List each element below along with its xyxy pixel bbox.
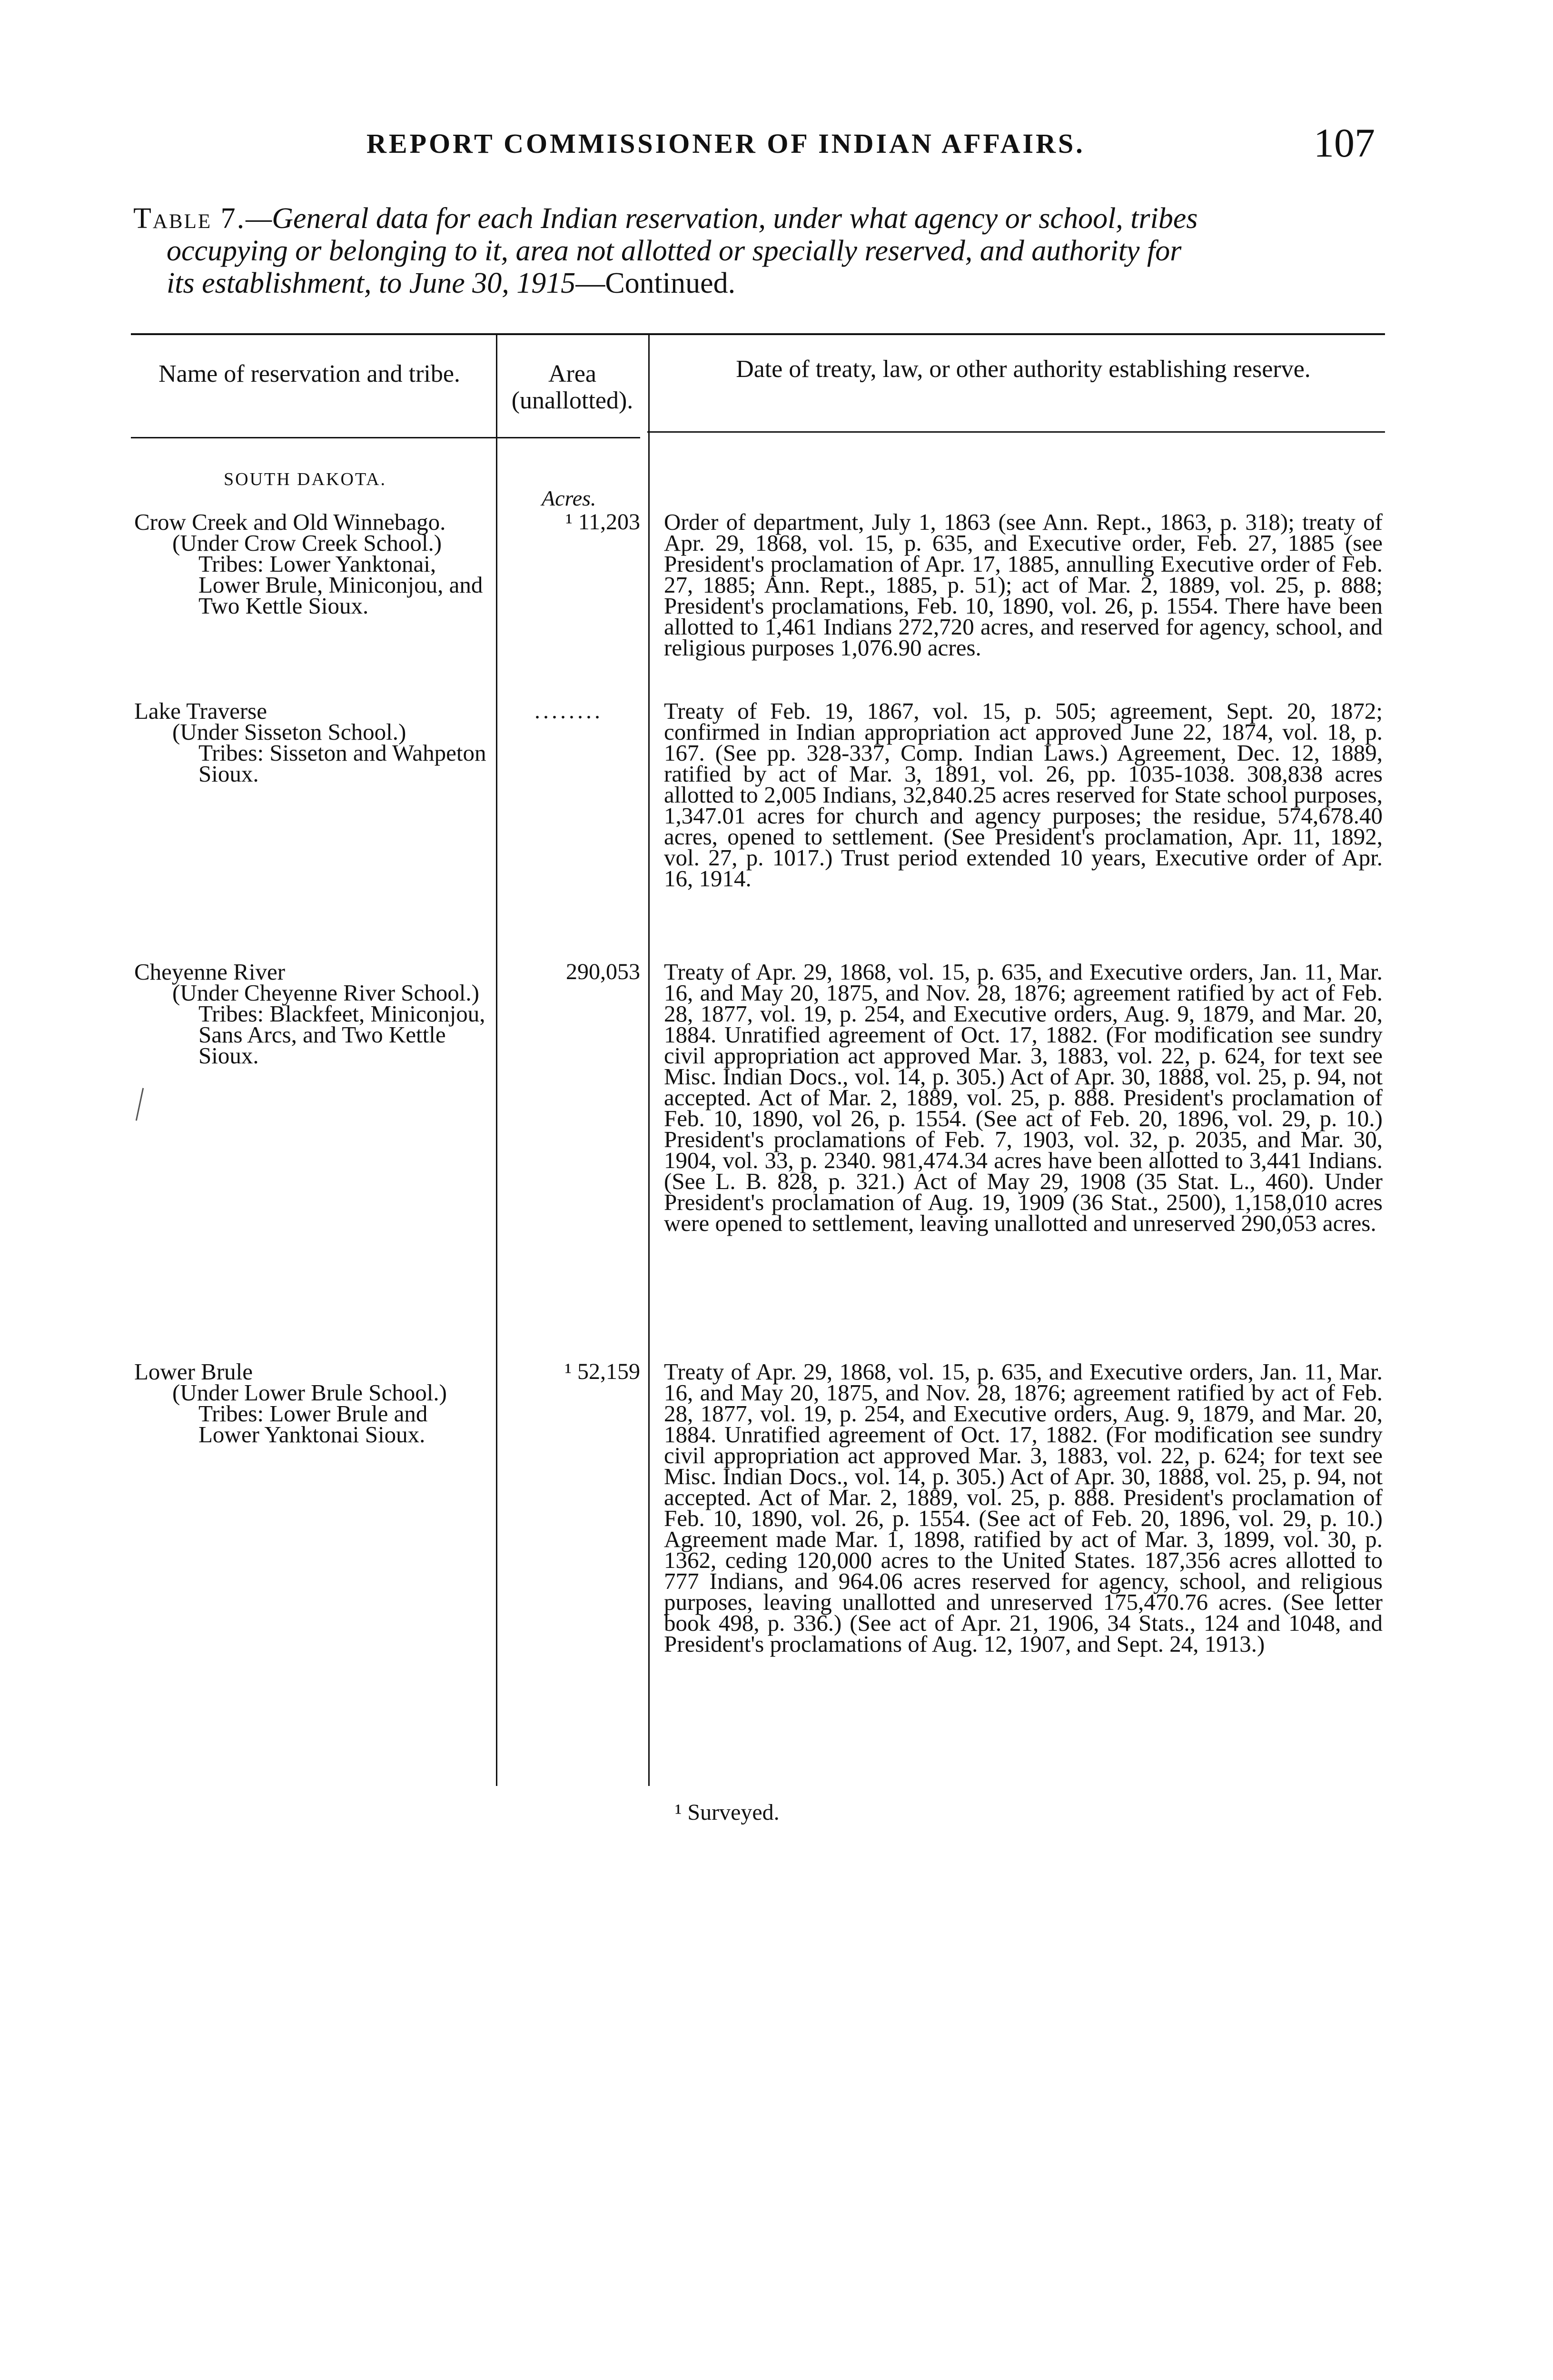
page-number: 107 bbox=[1314, 120, 1375, 166]
caption-line-3: its establishment, to June 30, 1915 bbox=[167, 267, 576, 299]
reservation-cell bbox=[134, 698, 492, 787]
table-top-rule bbox=[131, 333, 1385, 335]
reservation-cell bbox=[134, 509, 492, 619]
area-value: ¹ 11,203 bbox=[565, 509, 640, 535]
caption-continued: —Continued. bbox=[575, 267, 736, 299]
reservation-name: Cheyenne River bbox=[134, 959, 286, 985]
column-divider-1 bbox=[496, 334, 497, 1786]
school-name: (Under Lower Brule School.) bbox=[172, 1379, 447, 1406]
tribes: Tribes: Lower Yanktonai, Lower Brule, Miniconjou, and Two Kettle Sioux. bbox=[198, 551, 483, 619]
running-head: REPORT COMMISSIONER OF INDIAN AFFAIRS. bbox=[366, 128, 1085, 159]
reservation-name: Crow Creek and Old Winnebago. bbox=[134, 509, 446, 535]
header-bottom-rule-right bbox=[647, 431, 1385, 433]
reservation-name: Lower Brule bbox=[134, 1359, 253, 1385]
column-header-authority: Date of treaty, law, or other authority establishing reserve. bbox=[736, 356, 1311, 383]
school-name: (Under Sisseton School.) bbox=[172, 719, 406, 745]
tribes: Tribes: Lower Brule and Lower Yanktonai Sioux. bbox=[198, 1400, 428, 1448]
area-value: ¹ 52,159 bbox=[564, 1359, 640, 1384]
state-heading: SOUTH DAKOTA. bbox=[224, 469, 387, 489]
authority-text: Treaty of Feb. 19, 1867, vol. 15, p. 505; agreement, Sept. 20, 1872; confirmed in Indian appropriation act approved June 22, 1874, vol. 18, p. 167. (See pp. 328-337, Comp. Indian Laws.) Agreement, Dec. 12, 1889, ratified by act of Mar. 3, 1891, vol. 26, pp. 1035-1038. 308,838 acres allotted to 2,005 Indians, 32,840.25 acres reserved for State school purposes, 1,347.01 acres for church and agency purposes; the residue, 574,678.40 acres, opened to settlement. (See President's proclamation, Apr. 11, 1892, vol. 27, p. 1017.) Trust period extended 10 years, Executive order of Apr. 16, 1914. bbox=[664, 698, 1383, 892]
column-divider-2 bbox=[648, 334, 650, 1786]
area-value: 290,053 bbox=[566, 959, 640, 984]
page-header bbox=[0, 119, 1553, 166]
reservation-cell bbox=[134, 1359, 492, 1448]
tribes: Tribes: Sisseton and Wahpeton Sioux. bbox=[198, 740, 486, 787]
column-header-area: Area (unallotted). bbox=[511, 360, 633, 414]
header-bottom-rule-left bbox=[131, 437, 640, 438]
caption-line-1: —General data for each Indian reservation, under what agency or school, tribes bbox=[246, 202, 1198, 235]
authority-text: Order of department, July 1, 1863 (see Ann. Rept., 1863, p. 318); treaty of Apr. 29, 1868, vol. 15, p. 635, and Executive order, Feb. 27, 1885 (see President's proclamation of Apr. 17, 1885, annulling Executive order of Feb. 27, 1885; Ann. Rept., 1885, p. 51); act of Mar. 2, 1889, vol. 25, p. 888; President's proclamations, Feb. 10, 1890, vol. 26, p. 1554. There have been allotted to 1,461 Indians 272,720 acres, and reserved for agency, school, and religious purposes 1,076.90 acres. bbox=[664, 509, 1383, 661]
reservation-cell bbox=[134, 959, 492, 1069]
authority-text: Treaty of Apr. 29, 1868, vol. 15, p. 635, and Executive orders, Jan. 11, Mar. 16, and May 20, 1875, and Nov. 28, 1876; agreement ratified by act of Feb. 28, 1877, vol. 19, p. 254, and Executive orders, Aug. 9, 1879, and Mar. 20, 1884. Unratified agreement of Oct. 17, 1882. (For modification see sundry civil appropriation act approved Mar. 3, 1883, vol. 22, p. 624; for text see Misc. Indian Docs., vol. 14, p. 305.) Act of Apr. 30, 1888, vol. 25, p. 94, not accepted. Act of Mar. 2, 1889, vol. 25, p. 888. President's proclamation of Feb. 10, 1890, vol. 26, p. 1554. (See act of Feb. 20, 1896, vol. 29, p. 10.) Agreement made Mar. 1, 1898, ratified by act of Mar. 3, 1899, vol. 30, p. 1362, ceding 120,000 acres to the United States. 187,356 acres allotted to 777 Indians, and 964.06 acres reserved for agency, school, and religious purposes, leaving unallotted and unreserved 175,470.76 acres. (See letter book 498, p. 336.) (See act of Apr. 21, 1906, 34 Stats., 124 and 1048, and President's proclamations of Aug. 12, 1907, and Sept. 24, 1913.) bbox=[664, 1359, 1383, 1657]
caption-line-2: occupying or belonging to it, area not allotted or specially reserved, and authority for bbox=[167, 235, 1182, 267]
caption-label: Table 7. bbox=[133, 202, 246, 235]
school-name: (Under Cheyenne River School.) bbox=[172, 980, 479, 1006]
tribes: Tribes: Blackfeet, Miniconjou, Sans Arcs, and Two Kettle Sioux. bbox=[198, 1001, 485, 1069]
margin-pencil-mark bbox=[136, 1088, 144, 1121]
school-name: (Under Crow Creek School.) bbox=[172, 530, 442, 556]
area-value: ........ bbox=[534, 698, 603, 724]
table-caption bbox=[133, 202, 1390, 299]
authority-text: Treaty of Apr. 29, 1868, vol. 15, p. 635, and Executive orders, Jan. 11, Mar. 16, and May 20, 1875, and Nov. 28, 1876; agreement ratified by act of Feb. 28, 1877, vol. 19, p. 254, and Executive orders, Aug. 9, 1879, and Mar. 20, 1884. Unratified agreement of Oct. 17, 1882. (For modification see sundry civil appropriation act approved Mar. 3, 1883, vol. 22, p. 624, for text see Misc. Indian Docs., vol. 14, p. 305.) Act of Apr. 30, 1888, vol. 25, p. 94, not accepted. Act of Mar. 2, 1889, vol. 25, p. 888. President's proclamation of Feb. 10, 1890, vol 26, p. 1554. (See act of Feb. 20, 1896, vol. 29, p. 10.) President's proclamations of Feb. 7, 1903, vol. 32, p. 2035, and Mar. 30, 1904, vol. 33, p. 2340. 981,474.34 acres have been allotted to 3,441 Indians. (See L. B. 828, p. 321.) Act of May 29, 1908 (35 Stat. L., 460). Under President's proclamation of Aug. 19, 1909 (36 Stat., 2500), 1,158,010 acres were opened to settlement, leaving unallotted and unreserved 290,053 acres. bbox=[664, 959, 1383, 1236]
reservation-name: Lake Traverse bbox=[134, 698, 267, 724]
footnote: ¹ Surveyed. bbox=[675, 1800, 780, 1825]
area-units: Acres. bbox=[542, 486, 596, 510]
column-header-name: Name of reservation and tribe. bbox=[158, 360, 460, 387]
